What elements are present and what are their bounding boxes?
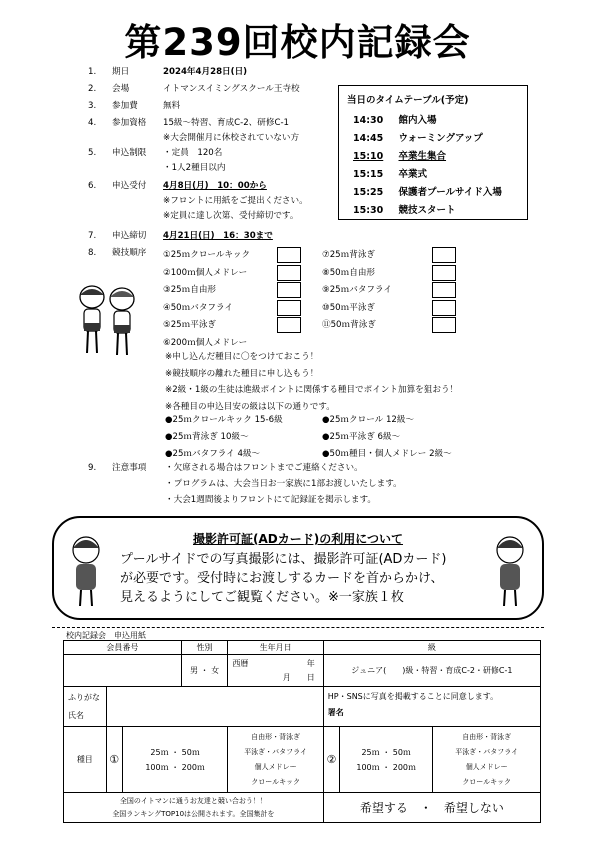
timetable-time: 15:25 — [353, 187, 384, 198]
event-note: ※申し込んだ種目に〇をつけておこう！ — [165, 352, 319, 362]
timetable-event: 保護者プールサイド入場 — [398, 187, 502, 198]
level-guide: ●25ｍ背泳ぎ 10級〜 — [165, 432, 249, 442]
event-item: ④50ｍバタフライ — [163, 302, 233, 313]
event-checkbox[interactable] — [277, 300, 301, 316]
item-label: 期日 — [112, 67, 130, 77]
cut-line — [52, 627, 544, 628]
event-item: ③25ｍ自由形 — [163, 285, 217, 295]
notice-line-3: 見えるようにしてご観覧ください。※一家族１枚 — [120, 590, 404, 605]
timetable-row — [353, 202, 456, 216]
item-label: 申込締切 — [112, 231, 147, 241]
item-number: 1. — [88, 67, 97, 77]
header-member: 会員番号 — [64, 641, 182, 655]
header-birth: 生年月日 — [228, 641, 323, 655]
event-2-distance[interactable] — [340, 727, 433, 793]
ranking-text — [64, 793, 324, 823]
caution-line: ・プログラムは、大会当日お一家族に1部お渡しいたします。 — [165, 479, 402, 489]
item-value: 無料 — [163, 101, 181, 111]
stroke-option: 個人メドレー — [465, 762, 508, 771]
timetable-event: 競技スタート — [398, 205, 456, 216]
notice-heading: 撮影許可証(ADカード)の利用について — [193, 532, 403, 546]
level-guide: ●25ｍクロールキック 15-6級 — [165, 415, 283, 425]
timetable-box — [338, 85, 528, 220]
event-item: ②100ｍ個人メドレー — [163, 267, 248, 278]
item-number: 6. — [88, 181, 97, 191]
header-gender: 性別 — [181, 641, 228, 655]
item-value: 2024年4月28日(日) — [163, 67, 248, 77]
caution-line: ・大会1週間後よりフロントにて記録証を掲示します。 — [165, 495, 377, 505]
gender-field[interactable]: 男 ・ 女 — [181, 655, 228, 687]
event-note: ※競技順序の離れた種目に申し込もう！ — [165, 368, 319, 379]
event-checkbox[interactable] — [277, 282, 301, 298]
item-number: 2. — [88, 84, 97, 94]
event-1-distance[interactable] — [122, 727, 228, 793]
page-title: 第239回校内記録会 — [124, 21, 471, 64]
timetable-event: ウォーミングアップ — [398, 133, 483, 144]
event-checkbox[interactable] — [432, 247, 456, 263]
event-item: ⑤25ｍ平泳ぎ — [163, 320, 217, 330]
event-item: ⑥200ｍ個人メドレー — [163, 337, 248, 348]
stroke-option: 平泳ぎ・バタフライ — [244, 747, 307, 756]
item-number: 4. — [88, 118, 97, 128]
stroke-option: クロールキック — [251, 777, 300, 786]
item-number: 3. — [88, 101, 97, 111]
item-label: 参加資格 — [112, 118, 147, 128]
item-note: ※定員に達し次第、受付締切です。 — [163, 211, 299, 221]
level-guide: ●25ｍ平泳ぎ 6級〜 — [322, 432, 401, 442]
timetable-event: 卒業式 — [398, 169, 428, 180]
furigana-label: ふりがな — [68, 692, 100, 702]
distance-option-b: 100ｍ ・ 200ｍ — [356, 762, 416, 772]
consent-field[interactable] — [323, 687, 540, 727]
timetable-row — [353, 166, 427, 180]
timetable-time: 14:45 — [353, 133, 384, 144]
event-item: ⑪50ｍ背泳ぎ — [322, 320, 376, 330]
item-number: 5. — [88, 148, 97, 158]
ad-card-notice — [52, 516, 544, 620]
item-number: 8. — [88, 248, 97, 258]
event-item: ⑧50ｍ自由形 — [322, 267, 376, 278]
stroke-option: 自由形・背泳ぎ — [251, 732, 301, 741]
kid-left-icon — [66, 532, 106, 608]
birth-era: 西暦 — [232, 659, 249, 668]
item-number: 9. — [88, 463, 97, 473]
stroke-option: クロールキック — [462, 777, 512, 786]
kid-right-icon — [490, 532, 530, 608]
event-label: 種目 — [64, 727, 107, 793]
item-note: ※フロントに用紙をご提出ください。 — [163, 196, 308, 206]
event-2-mark: ② — [323, 727, 339, 793]
level-guide: ●50ｍ種目・個人メドレー 2級〜 — [322, 449, 452, 459]
timetable-header: 当日のタイムテーブル(予定) — [347, 95, 469, 106]
event-checkbox[interactable] — [277, 317, 301, 333]
member-number-field[interactable] — [64, 655, 182, 687]
event-item: ⑩50ｍ平泳ぎ — [322, 302, 376, 313]
notice-line-1: プールサイドでの写真撮影には、撮影許可証(ADカード) — [120, 552, 447, 567]
timetable-row — [353, 130, 483, 144]
timetable-row — [353, 112, 437, 126]
event-note: ※各種目の申込目安の級は以下の通りです。 — [165, 401, 335, 412]
stroke-option: 個人メドレー — [254, 762, 297, 771]
timetable-event: 館内入場 — [398, 115, 437, 126]
item-label: 申込制限 — [112, 148, 147, 158]
timetable-row — [353, 148, 446, 162]
event-checkbox[interactable] — [277, 247, 301, 263]
distance-option-a: 25ｍ ・ 50ｍ — [150, 747, 200, 757]
timetable-row — [353, 184, 502, 198]
birth-month-day: 月 日 — [282, 673, 315, 682]
timetable-event: 卒業生集合 — [398, 151, 447, 162]
timetable-time: 15:30 — [353, 205, 384, 216]
timetable-time: 15:15 — [353, 169, 384, 180]
item-value: ・定員 120名 — [163, 148, 223, 158]
item-value: イトマンスイミングスクール王寺校 — [163, 84, 300, 94]
name-field[interactable] — [106, 687, 323, 727]
form-caption: 校内記録会 申込用紙 — [66, 631, 146, 640]
item-number: 7. — [88, 231, 97, 241]
event-2-stroke[interactable] — [433, 727, 541, 793]
event-checkbox[interactable] — [432, 282, 456, 298]
item-label: 競技順序 — [112, 248, 147, 258]
item-value: 4月21日(日) 16：30まで — [163, 231, 273, 241]
ranking-line-1: 全国のイトマンに通うお友達と競い合おう！！ — [119, 796, 267, 805]
stroke-option: 平泳ぎ・バタフライ — [455, 747, 519, 756]
event-item: ⑨25ｍバタフライ — [322, 285, 392, 295]
item-note: ・1人2種目以内 — [163, 163, 226, 173]
timetable-time: 14:30 — [353, 115, 384, 126]
application-form — [63, 640, 541, 823]
event-1-mark: ① — [106, 727, 122, 793]
birth-field[interactable] — [228, 655, 323, 687]
item-label: 申込受付 — [112, 181, 147, 191]
item-label: 注意事項 — [112, 463, 147, 473]
shimei-label: 氏名 — [68, 710, 84, 720]
event-checkbox[interactable] — [432, 317, 456, 333]
item-note: ※大会開催月に休校されていない方 — [163, 133, 300, 143]
stroke-option: 自由形・背泳ぎ — [462, 732, 512, 741]
event-checkbox[interactable] — [432, 265, 456, 281]
item-value: 4月8日(月) 10：00から — [163, 181, 267, 191]
notice-line-2: が必要です。受付時にお渡しするカードを首からかけ、 — [120, 571, 444, 586]
event-note: ※2級・1級の生徒は進級ポイントに関係する種目でポイント加算を狙おう！ — [165, 385, 459, 395]
signature-label: 署名 — [327, 708, 344, 717]
caution-line: ・欠席される場合はフロントまでご連絡ください。 — [165, 463, 363, 473]
event-checkbox[interactable] — [432, 300, 456, 316]
item-value: 15級〜特習、育成C-2、研修C-1 — [163, 118, 290, 128]
level-guide: ●25ｍクロール 12級〜 — [322, 415, 415, 425]
distance-option-b: 100ｍ ・ 200ｍ — [145, 762, 205, 772]
header-level: 級 — [323, 641, 540, 655]
event-item: ⑦25ｍ背泳ぎ — [322, 250, 376, 260]
item-label: 参加費 — [112, 101, 138, 111]
item-label: 会場 — [112, 84, 130, 94]
level-field[interactable]: ジュニア( )級・特習・育成C-2・研修C-1 — [323, 655, 540, 687]
swimmer-kids-icon — [72, 283, 142, 358]
level-guide: ●25ｍバタフライ 4級〜 — [165, 449, 261, 459]
distance-option-a: 25ｍ ・ 50ｍ — [361, 747, 411, 757]
ranking-choice[interactable]: 希望する ・ 希望しない — [323, 793, 540, 823]
event-checkbox[interactable] — [277, 265, 301, 281]
name-label — [64, 687, 107, 727]
event-item: ①25ｍクロールキック — [163, 250, 251, 260]
birth-year: 年 — [306, 659, 315, 668]
ranking-line-2: 全国ランキングTOP10は公開されます。全国集計を — [112, 809, 275, 818]
consent-text: HP・SNSに写真を掲載することに同意します。 — [327, 692, 499, 701]
timetable-time: 15:10 — [353, 151, 384, 162]
event-1-stroke[interactable] — [228, 727, 323, 793]
